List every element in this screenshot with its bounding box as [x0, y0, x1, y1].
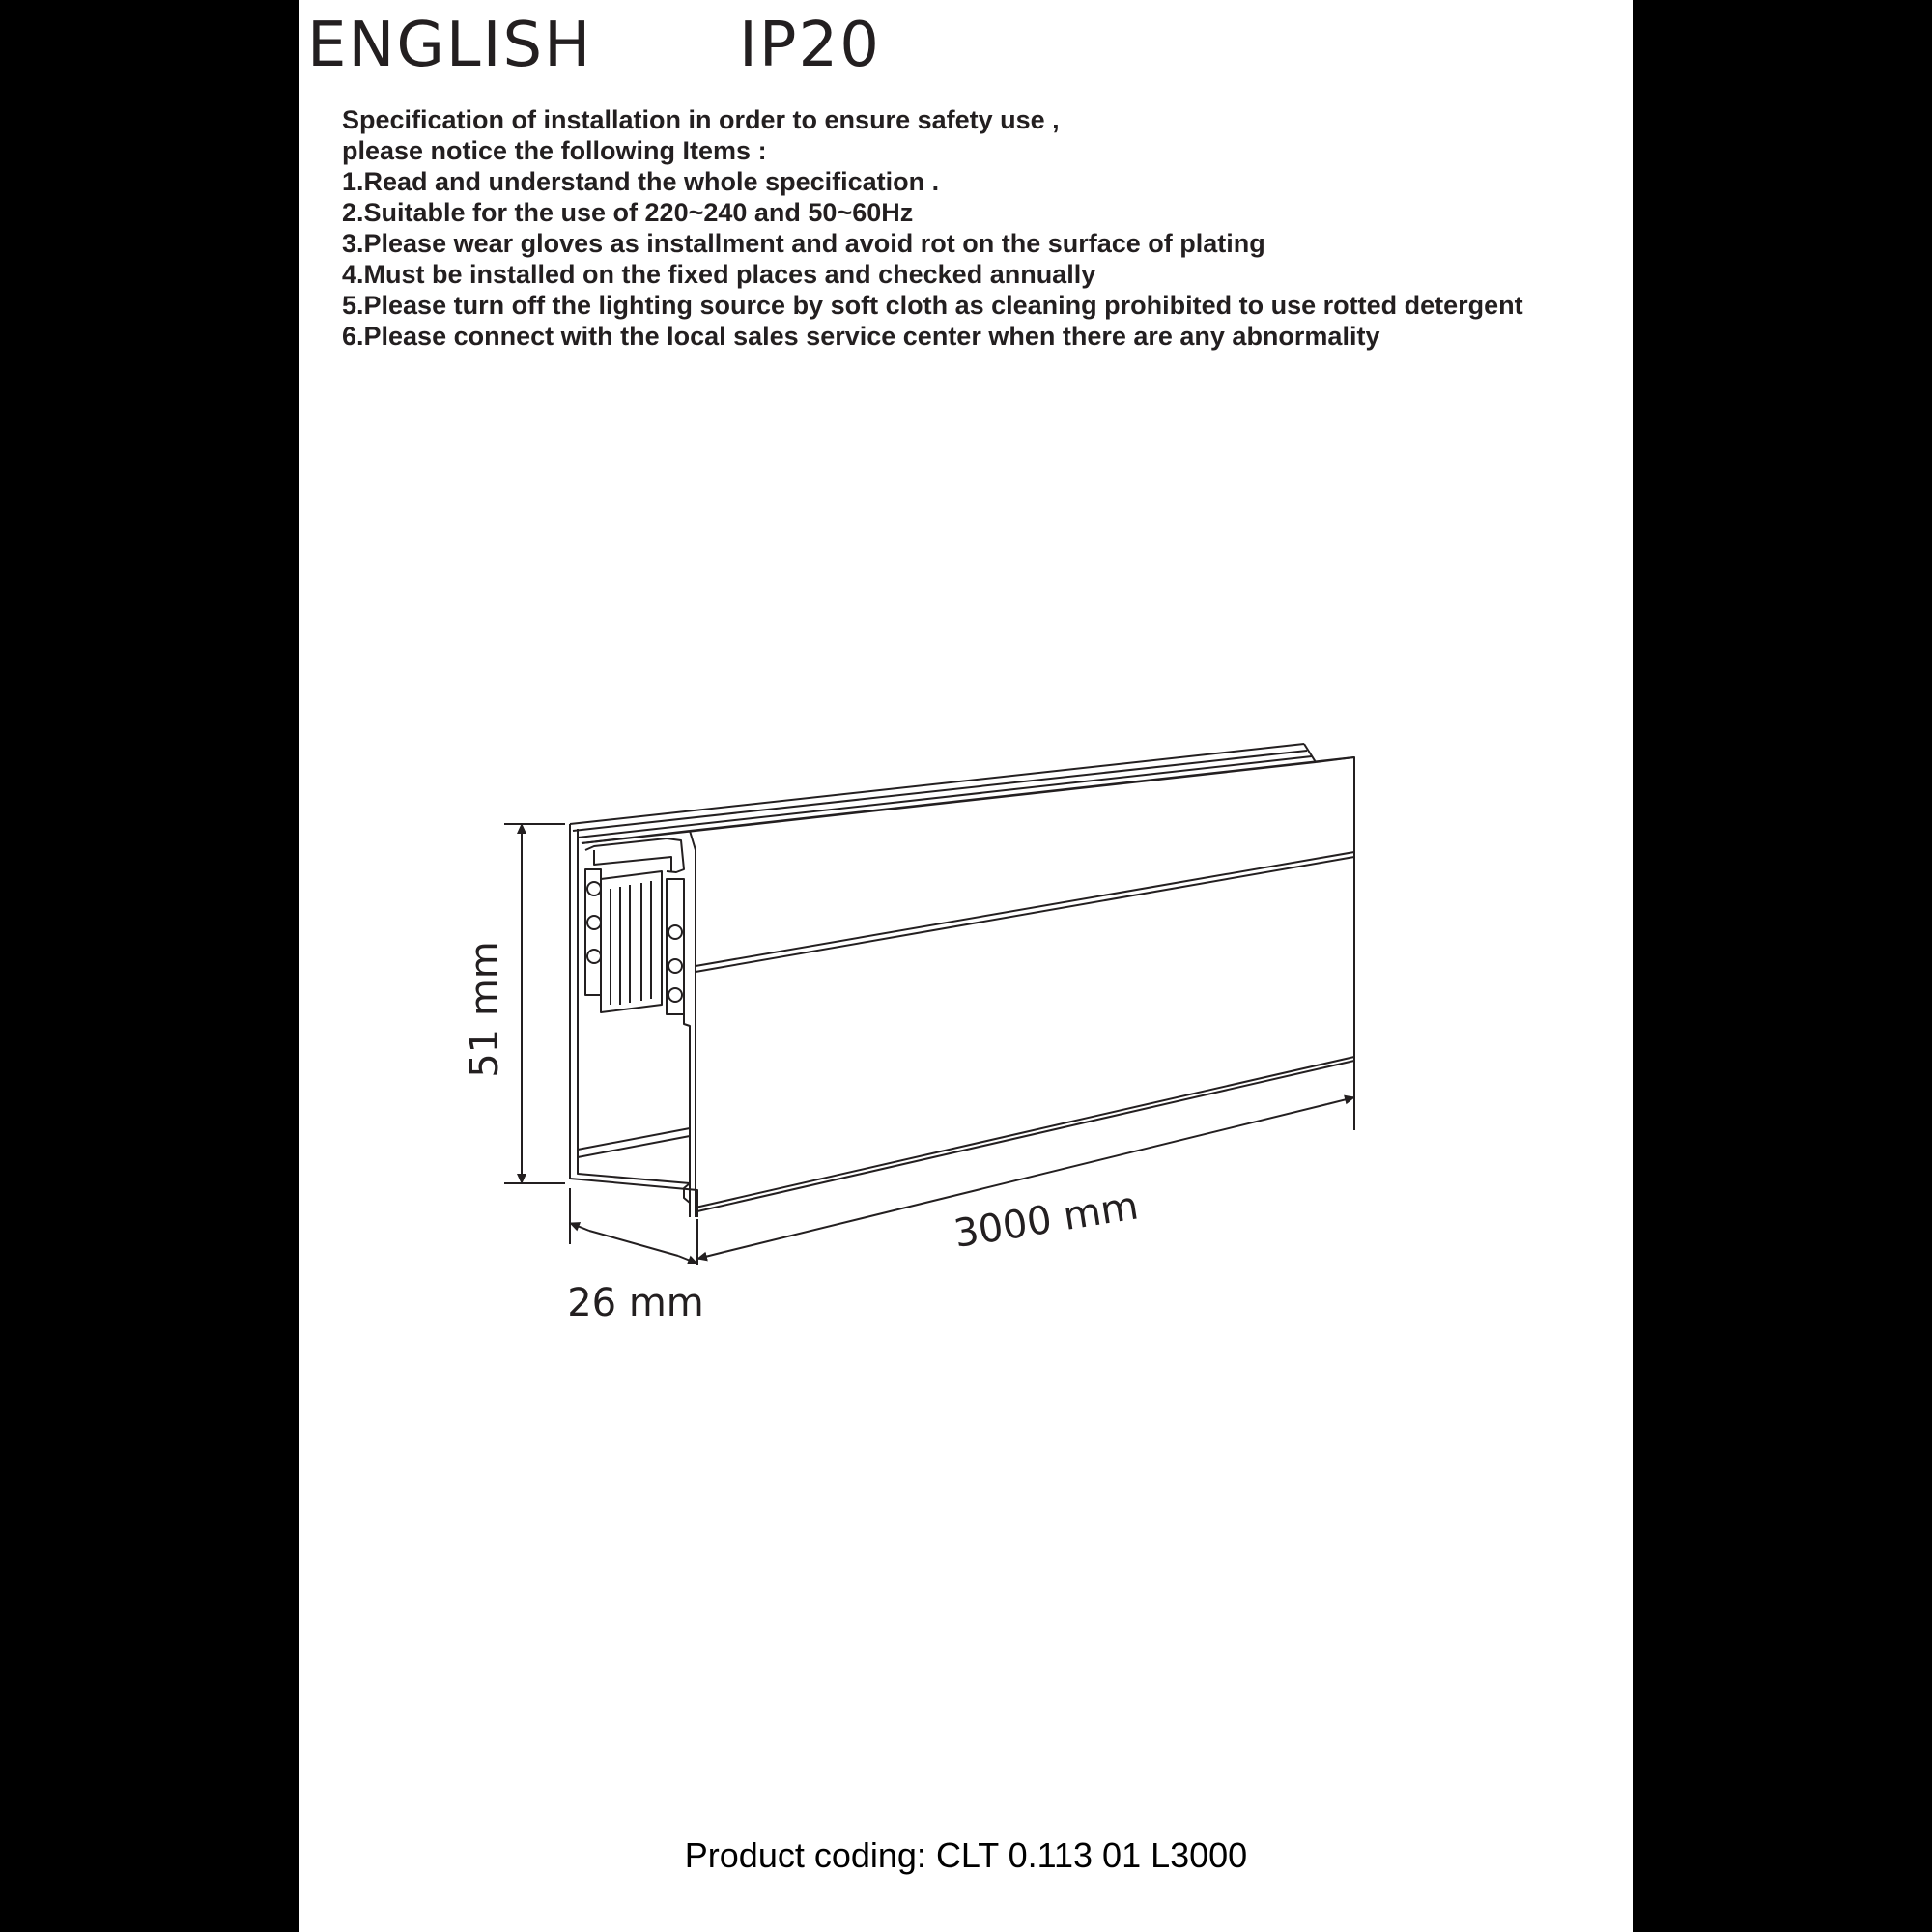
- track-end-profile: [570, 824, 697, 1217]
- track-profile-drawing: [299, 0, 1633, 1401]
- instruction-item: 4.Must be installed on the fixed places and checked annually: [342, 260, 1096, 289]
- track-front-panel: [690, 757, 1354, 1217]
- instruction-sheet: [299, 0, 1633, 1932]
- height-label: 51 mm: [463, 941, 507, 1078]
- product-coding: Product coding: CLT 0.113 01 L3000: [684, 1835, 1248, 1875]
- track-top-rails: [570, 744, 1354, 843]
- instruction-item: 6.Please connect with the local sales service center when there are any abnormality: [342, 322, 1380, 351]
- width-dimension: [570, 1188, 697, 1265]
- instruction-item: 1.Read and understand the whole specification .: [342, 167, 940, 196]
- intro-line-1: Specification of installation in order to ensure safety use ,: [342, 105, 1060, 134]
- intro-line-2: please notice the following Items :: [342, 136, 767, 165]
- instruction-item: 3.Please wear gloves as installment and avoid rot on the surface of plating: [342, 229, 1265, 258]
- ip-rating: IP20: [739, 10, 881, 81]
- length-label: 3000 mm: [951, 1183, 1142, 1257]
- language-title: ENGLISH: [307, 10, 593, 81]
- instruction-item: 5.Please turn off the lighting source by soft cloth as cleaning prohibited to use rotted detergent: [342, 291, 1523, 320]
- instruction-item: 2.Suitable for the use of 220~240 and 50~60Hz: [342, 198, 914, 227]
- height-dimension: [504, 824, 565, 1183]
- width-label: 26 mm: [567, 1281, 704, 1325]
